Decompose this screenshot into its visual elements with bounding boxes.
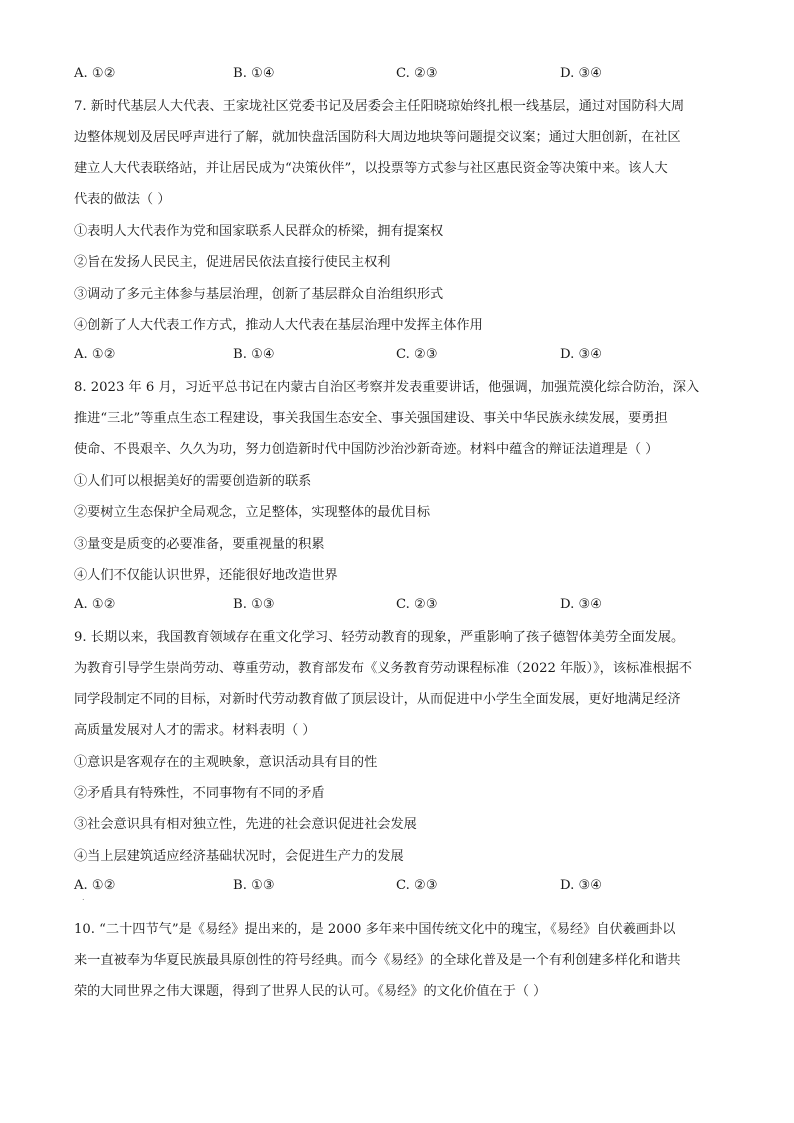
q7-option-d[interactable]: D. ③④ bbox=[560, 347, 603, 362]
q6-option-c[interactable]: C. ②③ bbox=[396, 66, 438, 81]
q9-stem-line: 同学段制定不同的目标，对新时代劳动教育做了顶层设计，从而促进中小学生全面发展，更好地满足经济 bbox=[74, 692, 681, 707]
q9-option-b[interactable]: B. ①③ bbox=[233, 878, 275, 893]
q8-option-a[interactable]: A. ①② bbox=[74, 597, 116, 612]
q8-option-c[interactable]: C. ②③ bbox=[396, 597, 438, 612]
q9-choice-1: ①意识是客观存在的主观映象，意识活动具有目的性 bbox=[74, 755, 378, 770]
q9-choice-3: ③社会意识具有相对独立性，先进的社会意识促进社会发展 bbox=[74, 817, 417, 832]
q7-option-b[interactable]: B. ①④ bbox=[233, 347, 275, 362]
q8-choice-2: ②要树立生态保护全局观念，立足整体，实现整体的最优目标 bbox=[74, 505, 431, 520]
q8-stem-line: 使命、不畏艰辛、久久为功，努力创造新时代中国防沙治沙新奇迹。材料中蕴含的辩证法道理是（ ） bbox=[74, 442, 659, 457]
q8-stem-line: 推进“三北”等重点生态工程建设，事关我国生态安全、事关强国建设、事关中华民族永续发展，要勇担 bbox=[74, 411, 668, 426]
stray-dot-mark: . bbox=[82, 893, 85, 902]
q10-stem-line: 荣的大同世界之伟大课题，得到了世界人民的认可。《易经》的文化价值在于（ ） bbox=[74, 984, 547, 999]
q7-stem bbox=[74, 97, 720, 221]
q9-stem-line: 高质量发展对人才的需求。材料表明（ ） bbox=[74, 723, 316, 738]
q9-choice-4: ④当上层建筑适应经济基础状况时，会促进生产力的发展 bbox=[74, 849, 404, 864]
q9-option-c[interactable]: C. ②③ bbox=[396, 878, 438, 893]
q8-option-d[interactable]: D. ③④ bbox=[560, 597, 603, 612]
q7-choice-1: ①表明人大代表作为党和国家联系人民群众的桥梁，拥有提案权 bbox=[74, 224, 444, 239]
q9-stem-line: 9. 长期以来，我国教育领域存在重文化学习、轻劳动教育的现象，严重影响了孩子德智体美劳全面发展。 bbox=[74, 630, 685, 645]
q6-options bbox=[74, 66, 734, 86]
q10-stem bbox=[74, 920, 720, 1013]
q6-option-a[interactable]: A. ①② bbox=[74, 66, 116, 81]
q7-options bbox=[74, 347, 734, 367]
q9-option-d[interactable]: D. ③④ bbox=[560, 878, 603, 893]
q9-choice-2: ②矛盾具有特殊性，不同事物有不同的矛盾 bbox=[74, 786, 325, 801]
q8-choice-3: ③量变是质变的必要准备，要重视量的积累 bbox=[74, 537, 325, 552]
q7-choice-3: ③调动了多元主体参与基层治理，创新了基层群众自治组织形式 bbox=[74, 287, 444, 302]
q10-stem-line: 来一直被奉为华夏民族最具原创性的符号经典。而今《易经》的全球化普及是一个有利创建多样化和谐共 bbox=[74, 953, 681, 968]
q10-stem-line: 10. “二十四节气”是《易经》提出来的，是 2000 多年来中国传统文化中的瑰宝，《易经》自伏羲画卦以 bbox=[74, 922, 676, 937]
q7-choice-4: ④创新了人大代表工作方式，推动人大代表在基层治理中发挥主体作用 bbox=[74, 318, 483, 333]
q7-stem-line: 代表的做法（ ） bbox=[74, 192, 171, 207]
q8-options bbox=[74, 597, 734, 617]
q9-stem-line: 为教育引导学生崇尚劳动、尊重劳动，教育部发布《义务教育劳动课程标准（2022 年版）》，该标准根据不 bbox=[74, 661, 692, 676]
q7-stem-line: 边整体规划及居民呼声进行了解，就加快盘活国防科大周边地块等问题提交议案；通过大胆创新，在社区 bbox=[74, 130, 681, 145]
q7-choice-2: ②旨在发扬人民民主，促进居民依法直接行使民主权利 bbox=[74, 255, 391, 270]
q6-option-d[interactable]: D. ③④ bbox=[560, 66, 603, 81]
q7-option-a[interactable]: A. ①② bbox=[74, 347, 116, 362]
q8-stem-line: 8. 2023 年 6 月，习近平总书记在内蒙古自治区考察并发表重要讲话，他强调，加强荒漠化综合防治，深入 bbox=[74, 380, 700, 395]
q8-option-b[interactable]: B. ①③ bbox=[233, 597, 275, 612]
q8-choice-1: ①人们可以根据美好的需要创造新的联系 bbox=[74, 474, 312, 489]
q9-options bbox=[74, 878, 734, 898]
q9-option-a[interactable]: A. ①② bbox=[74, 878, 116, 893]
q8-stem bbox=[74, 378, 720, 471]
q7-option-c[interactable]: C. ②③ bbox=[396, 347, 438, 362]
q9-stem bbox=[74, 628, 720, 752]
q7-stem-line: 建立人大代表联络站，并让居民成为“决策伙伴”，以投票等方式参与社区惠民资金等决策中来。该人大 bbox=[74, 161, 668, 176]
q7-stem-line: 7. 新时代基层人大代表、王家垅社区党委书记及居委会主任阳晓琼始终扎根一线基层，通过对国防科大周 bbox=[74, 99, 685, 114]
q6-option-b[interactable]: B. ①④ bbox=[233, 66, 275, 81]
q8-choice-4: ④人们不仅能认识世界，还能很好地改造世界 bbox=[74, 568, 338, 583]
